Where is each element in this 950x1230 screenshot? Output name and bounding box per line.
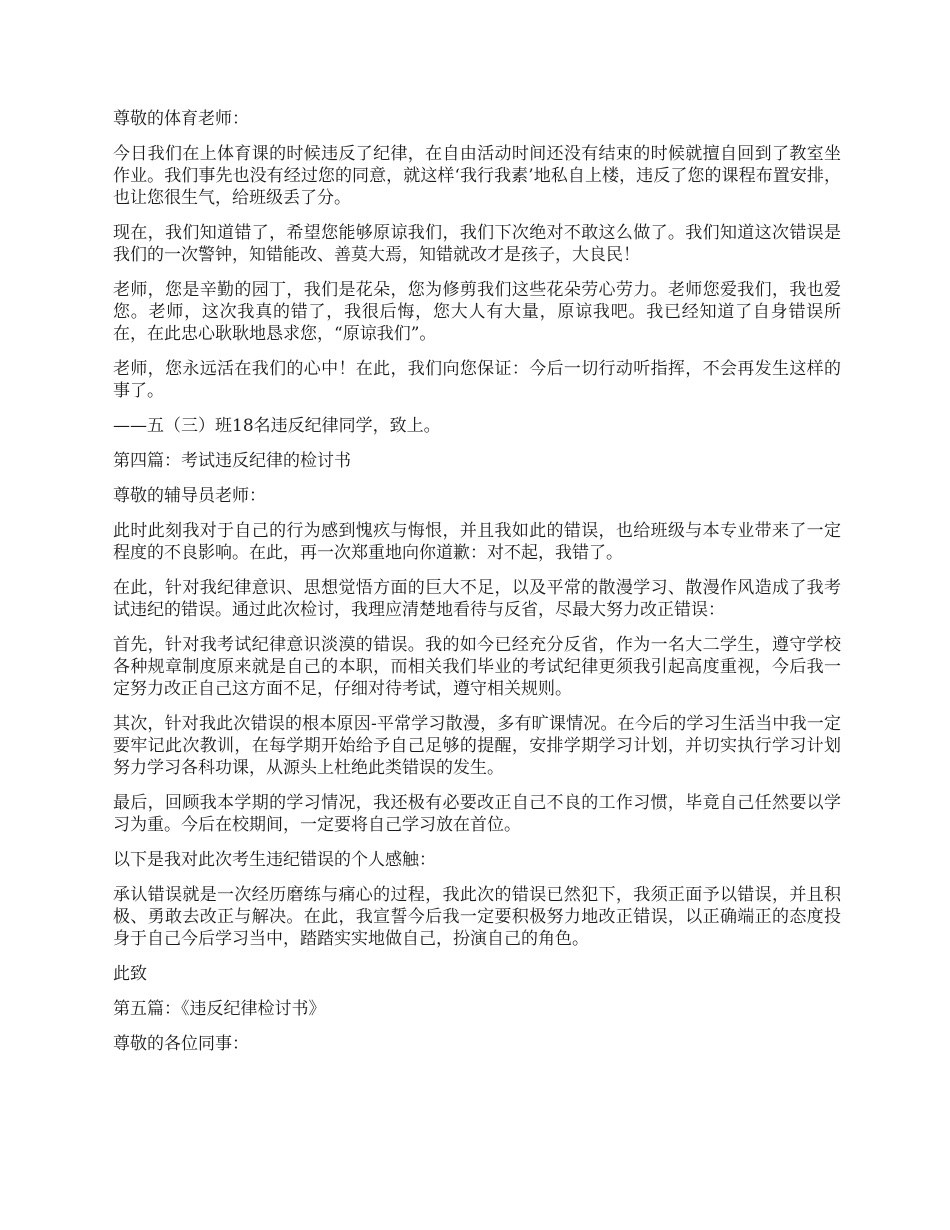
body-paragraph: 今日我们在上体育课的时候违反了纪律，在自由活动时间还没有结束的时候就擅自回到了教室坐作业。我们事先也没有经过您的同意，就这样‘我行我素’地私自上楼，违反了您的课程布置安排，也让您很生气，给班级丢了分。 bbox=[113, 144, 841, 208]
body-paragraph: 老师，您是辛勤的园丁，我们是花朵，您为修剪我们这些花朵劳心劳力。老师您爱我们，我也爱您。老师，这次我真的错了，我很后悔，您大人有大量，原谅我吧。我已经知道了自身错误所在，在此忠心耿耿地恳求您，“原谅我们”。 bbox=[113, 280, 841, 344]
document-body bbox=[113, 108, 841, 1068]
body-paragraph: 其次，针对我此次错误的根本原因-平常学习散漫，多有旷课情况。在今后的学习生活当中我一定要牢记此次教训，在每学期开始给予自己足够的提醒，安排学期学习计划，并切实执行学习计划努力学习各科功课，从源头上杜绝此类错误的发生。 bbox=[113, 714, 841, 778]
body-paragraph: 首先，针对我考试纪律意识淡漠的错误。我的如今已经充分反省，作为一名大二学生，遵守学校各种规章制度原来就是自己的本职，而相关我们毕业的考试纪律更须我引起高度重视，今后我一定努力改正自己这方面不足，仔细对待考试，遵守相关规则。 bbox=[113, 635, 841, 699]
body-paragraph: 此时此刻我对于自己的行为感到愧疚与悔恨，并且我如此的错误，也给班级与本专业带来了一定程度的不良影响。在此，再一次郑重地向你道歉：对不起，我错了。 bbox=[113, 521, 841, 563]
body-paragraph: 以下是我对此次考生违纪错误的个人感触： bbox=[113, 850, 436, 870]
salutation-colleagues: 尊敬的各位同事： bbox=[113, 1034, 249, 1054]
body-paragraph: 承认错误就是一次经历磨练与痛心的过程，我此次的错误已然犯下，我须正面予以错误，并且积极、勇敢去改正与解决。在此，我宣誓今后我一定要积极努力地改正错误，以正确端正的态度投身于自己今后学习当中，踏踏实实地做自己，扮演自己的角色。 bbox=[113, 885, 841, 949]
body-paragraph: 在此，针对我纪律意识、思想觉悟方面的巨大不足，以及平常的散漫学习、散漫作风造成了我考试违纪的错误。通过此次检讨，我理应清楚地看待与反省，尽最大努力改正错误： bbox=[113, 578, 841, 620]
closing-line: 此致 bbox=[113, 964, 147, 984]
section-heading-5: 第五篇：《违反纪律检讨书》 bbox=[113, 999, 326, 1019]
signature-line: ——五（三）班18名违反纪律同学，致上。 bbox=[113, 416, 441, 436]
body-paragraph: 老师，您永远活在我们的心中！在此，我们向您保证：今后一切行动听指挥，不会再发生这样的事了。 bbox=[113, 359, 841, 401]
body-paragraph: 现在，我们知道错了，希望您能够原谅我们，我们下次绝对不敢这么做了。我们知道这次错误是我们的一次警钟，知错能改、善莫大焉，知错就改才是孩子，大良民！ bbox=[113, 223, 841, 265]
salutation-counselor: 尊敬的辅导员老师： bbox=[113, 486, 266, 506]
section-heading-4: 第四篇：考试违反纪律的检讨书 bbox=[113, 451, 351, 471]
salutation-pe-teacher: 尊敬的体育老师： bbox=[113, 109, 249, 129]
body-paragraph: 最后，回顾我本学期的学习情况，我还极有必要改正自己不良的工作习惯，毕竟自己任然要以学习为重。今后在校期间，一定要将自己学习放在首位。 bbox=[113, 793, 841, 835]
